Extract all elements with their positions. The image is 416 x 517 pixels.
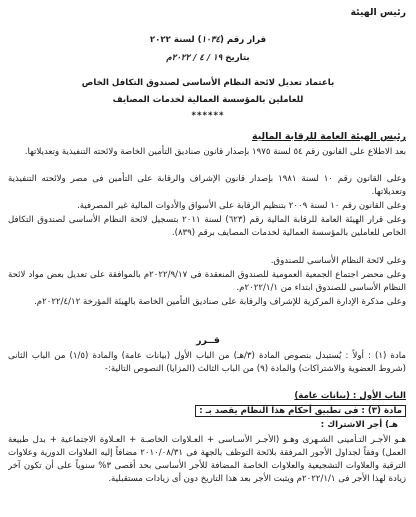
article-3-lead-text: مادة (٣) : فى تطبيق أحكام هذا النظام يقصد بـ : — [195, 405, 406, 417]
decree-number-line — [0, 34, 416, 47]
preamble-p1: بعد الاطلاع على القانون رقم ٥٤ لسنة ١٩٧٥ بإصدار قانون صناديق التأمين الخاصة ولائحته التنفيذية وتعديلاتها. — [24, 147, 406, 157]
subject-stars: ****** — [191, 111, 225, 121]
decision-title: قــرر — [196, 335, 220, 346]
subject-line-1: باعتماد تعديل لائحة النظام الأساسى لصندوق التكافل الخاص — [81, 78, 335, 88]
article-1: مادة (١) : أولاً : يُستبدل بنصوص المادة (٣/هـ) من الباب الأول (بيانات عامة) والمادة (١/٥) من الباب الثانى (شروط العضوية والاشتراكات) والمادة (٩) من الباب الثالث (المزايا) النصوص التالية:- — [8, 351, 406, 374]
decree-number-label: قرار رقم ( — [219, 35, 267, 45]
preamble-p2: وعلى القانون رقم ١٠ لسنة ١٩٨١ بإصدار قانون الإشراف والرقابة على التأمين فى مصر ولائحته التنفيذية وتعديلاتها. — [8, 174, 407, 197]
article-3-lead — [195, 405, 406, 418]
preamble-p4: وعلى قرار الهيئة العامة للرقابة المالية رقم (٦٢٣) لسنة ٢٠١١ بتسجيل لائحة النظام الأساسى لصندوق التكافل الخاص للعاملين بالمؤسسة العمالية لخدمات المصايف برقم (٨٣٩). — [8, 215, 406, 238]
item-text: هـو الأجـر التـأمينى الشـهرى وهـو (الأجـر الأسـاسى + العـلاوات الخاصـة + العـلاوة الاجتماعية + بدل طبيعة العمل) وفقاً لجداول الأجور المرفقة بلائحة التوظف بالجهة فى ٢٠١٠/٠٨/٣١ مضافاً إليه العلاوات الدورية وعلاوات الترقية والعلاوات التشجيعية والعلاوات الخاصة المضافة للأجر الأساسى بحد أقصى ٣% سنوياً على أن تكون آخر زيادة لهذا الأجر فى ٢٠٢٢/١/١م ويثبت الأجر بعد هذا التاريخ دون أى زيادات مستقبلية. — [8, 435, 406, 484]
chapter-title: الباب الأول : (بيانات عامة) — [294, 391, 406, 401]
item-label: هـ) أجر الاشتراك : — [320, 420, 398, 430]
decree-date-value: ١٩ / ٤ / ٢٠٢٢م — [166, 53, 223, 63]
decree-date-line — [0, 52, 416, 65]
decree-year: ) لسنة ٢٠٢٢ — [149, 35, 202, 45]
preamble-p3: وعلى القانون رقم ١٠ لسنة ٢٠٠٩ بتنظيم الرقابة على الأسواق والأدوات المالية غير المصرفية. — [77, 201, 406, 211]
preamble-p6: وعلى محضر اجتماع الجمعية العمومية للصندوق المنعقدة فى ٢٠٢٢/٩/١٧م بالموافقة على تعديل بعض مواد لائحة النظام الأساسى للصندوق ابتداء من ٢٠٢٢/١/١م. — [8, 270, 406, 293]
preamble-p7: وعلى مذكرة الإدارة المركزية للإشراف والرقابة على صناديق التأمين الخاصة بالهيئة المؤرخة ٢٠٢٢/٤/١٢م. — [34, 297, 406, 307]
decree-date-label: بتاريخ — [225, 53, 250, 63]
preamble-p5: وعلى لائحة النظام الأساسى للصندوق. — [270, 256, 406, 266]
authority-title: رئيس الهيئة — [350, 7, 406, 18]
decree-number-value: ١٠٣٤ — [201, 35, 220, 45]
addressee: رئيس الهيئة العامة للرقابة المالية — [252, 131, 406, 142]
subject-line-2: للعاملين بالمؤسسة العمالية لخدمات المصايف — [112, 95, 304, 105]
